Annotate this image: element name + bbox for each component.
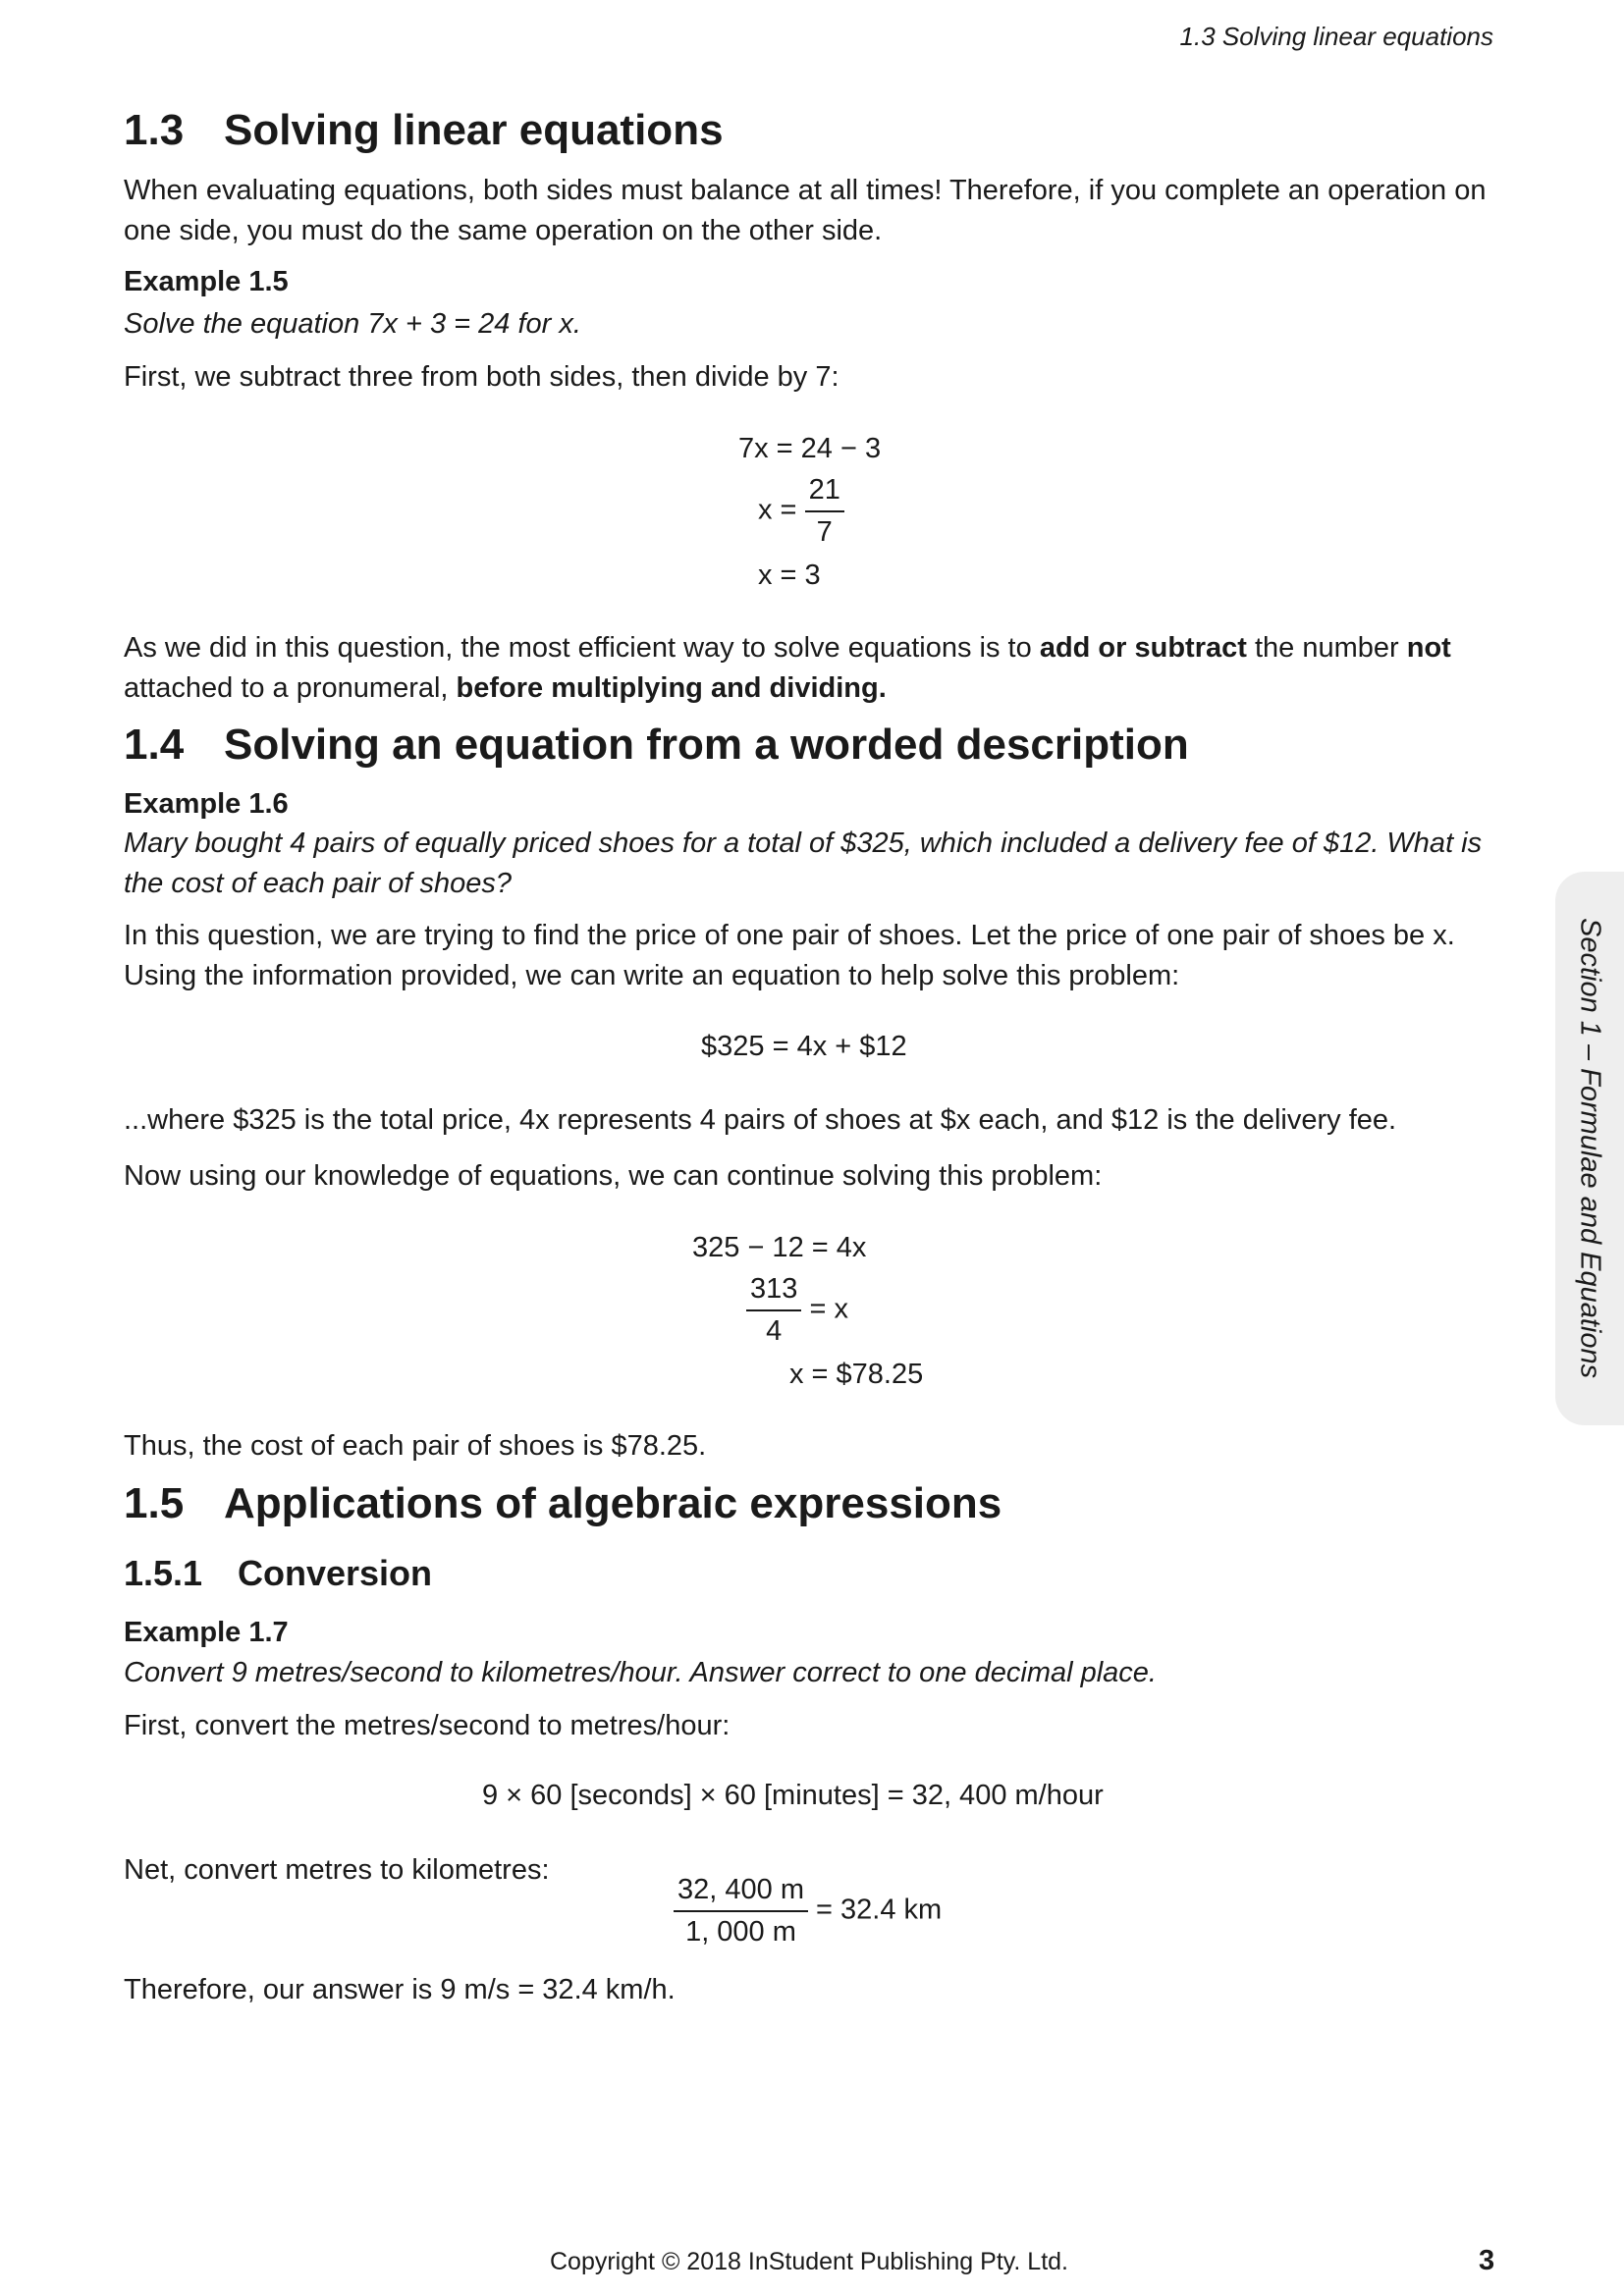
example-1-7-label: Example 1.7 (124, 1617, 289, 1648)
section-1-4-para1: In this question, we are trying to find the price of one pair of shoes. Let the price of one pair of shoes be x. Using the information provided, we can write an equation to help solve this problem: (124, 920, 1455, 991)
equation-325-minus-12: 325 − 12 = 4x (692, 1232, 867, 1263)
example-1-5-label: Example 1.5 (124, 266, 289, 297)
fraction: $\frac{21}{7}$ (805, 474, 844, 549)
section-heading-1-3: 1.3 Solving linear equations (124, 106, 724, 154)
section-1-4-conclusion: Thus, the cost of each pair of shoes is $78.25. (124, 1430, 707, 1462)
subsection-heading-1-5-1: 1.5.1 Conversion (124, 1553, 433, 1593)
example-1-5-step: First, we subtract three from both sides, then divide by 7: (124, 361, 839, 393)
example-1-7-answer: Therefore, our answer is 9 m/s = 32.4 km/h. (124, 1974, 676, 2005)
page-number: 3 (1479, 2245, 1495, 2276)
section-heading-1-4: 1.4 Solving an equation from a worded description (124, 721, 1189, 769)
section-side-tab-label: Section 1 – Formulae and Equations (1574, 918, 1606, 1379)
example-1-6-question: Mary bought 4 pairs of equally priced shoes for a total of $325, which included a delivery fee of $12. What is the cost of each pair of shoes? (124, 828, 1483, 899)
section-side-tab (1555, 872, 1624, 1425)
section-1-3-intro: When evaluating equations, both sides must balance at all times! Therefore, if you complete an operation on one side, you must do the same operation on the other side. (124, 175, 1487, 246)
equation-x-equals-3: x = 3 (758, 560, 821, 591)
equation-7x: 7x = 24 − 3 (738, 433, 882, 464)
equation-shoes: $325 = 4x + $12 (701, 1031, 907, 1062)
equation-seconds-minutes: 9 × 60 [seconds] × 60 [minutes] = 32, 400 m/hour (482, 1780, 1104, 1811)
footer-copyright: Copyright © 2018 InStudent Publishing Pty. Ltd. (550, 2248, 1069, 2275)
section-1-3-note: As we did in this question, the most efficient way to solve equations is to add or subtract the number not attached to a pronumeral, before multiplying and dividing. (124, 632, 1451, 704)
example-1-5-question: Solve the equation 7x + 3 = 24 for x. (124, 308, 581, 340)
equation-metres-to-kilometres: $\frac{32, 400 m}{1, 000 m}$ = 32.4 km (674, 1874, 942, 1949)
equation-fraction-313-4: $\frac{313}{4}$ = x (746, 1273, 848, 1348)
section-1-4-para2: ...where $325 is the total price, 4x represents 4 pairs of shoes at $x each, and $12 is the delivery fee. (124, 1104, 1397, 1136)
section-heading-1-5: 1.5 Applications of algebraic expressions (124, 1479, 1002, 1527)
fraction: $\frac{32, 400 m}{1, 000 m}$ (674, 1874, 808, 1949)
section-1-4-para3: Now using our knowledge of equations, we can continue solving this problem: (124, 1160, 1103, 1192)
example-1-7-step1: First, convert the metres/second to metres/hour: (124, 1710, 731, 1741)
equation-fraction-21-7: x = $\frac{21}{7}$ (758, 474, 844, 549)
example-1-7-question: Convert 9 metres/second to kilometres/hour. Answer correct to one decimal place. (124, 1657, 1157, 1688)
fraction: $\frac{313}{4}$ (746, 1273, 801, 1348)
running-head: 1.3 Solving linear equations (1179, 22, 1493, 51)
example-1-6-label: Example 1.6 (124, 788, 289, 820)
equation-x-equals-78-25: x = $78.25 (789, 1359, 924, 1390)
example-1-7-step2: Net, convert metres to kilometres: (124, 1854, 550, 1886)
